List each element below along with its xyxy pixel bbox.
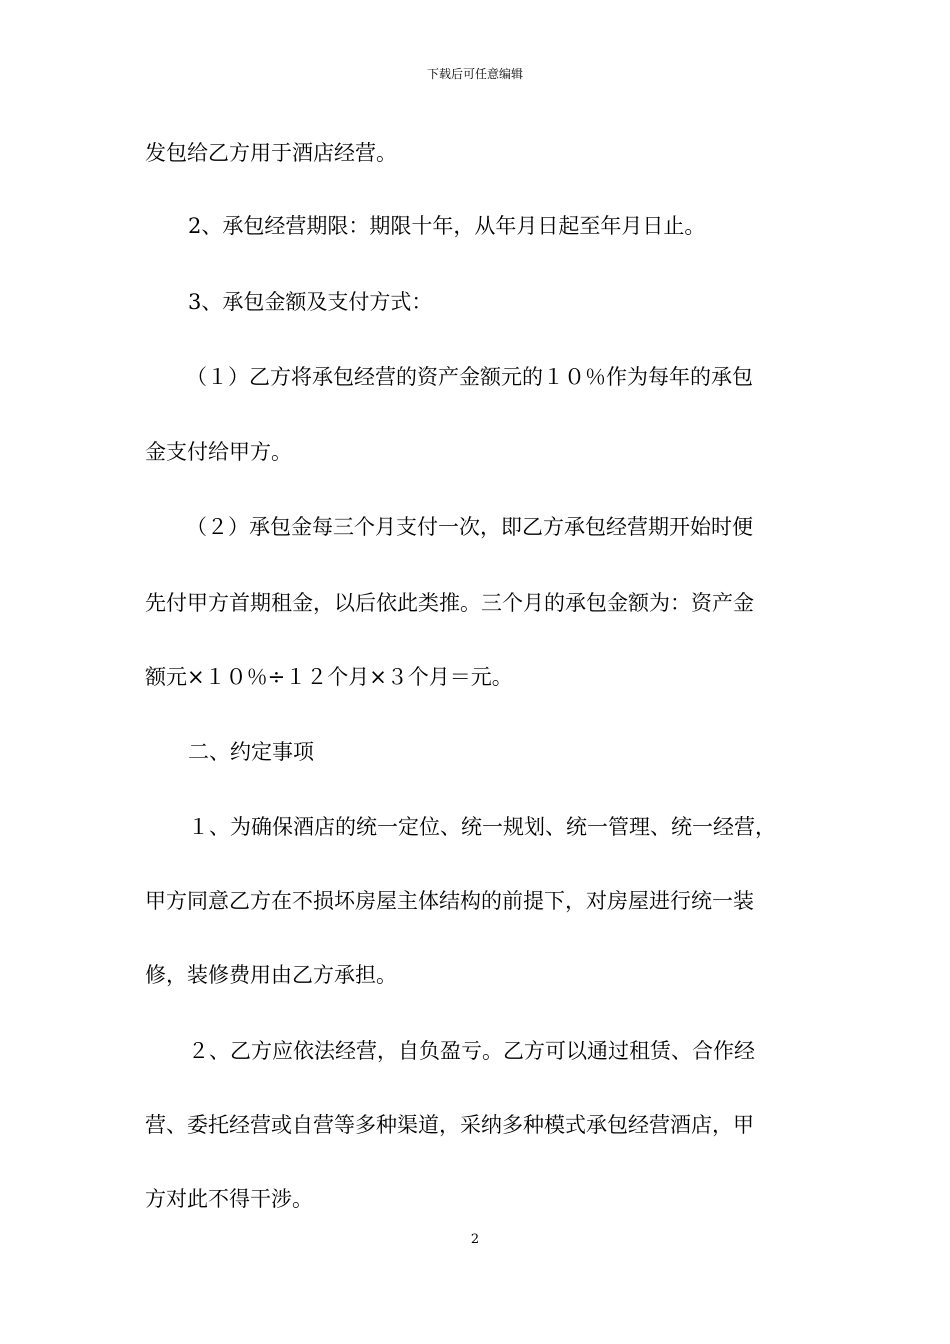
body-line: （２）承包金每三个月支付一次，即乙方承包经营期开始时便 — [186, 515, 753, 539]
body-line: 营、委托经营或自营等多种渠道，采纳多种模式承包经营酒店，甲 — [145, 1113, 754, 1137]
body-line: 发包给乙方用于酒店经营。 — [145, 141, 397, 165]
body-line: 3、承包金额及支付方式： — [188, 290, 433, 314]
body-line: 甲方同意乙方在不损坏房屋主体结构的前提下，对房屋进行统一装 — [145, 889, 754, 913]
body-line: 修，装修费用由乙方承担。 — [145, 963, 397, 987]
body-line: 金支付给甲方。 — [145, 440, 292, 464]
body-line: １、为确保酒店的统一定位、统一规划、统一管理、统一经营， — [188, 815, 776, 839]
body-line: 2、承包经营期限：期限十年，从年月日起至年月日止。 — [188, 214, 706, 238]
body-line: 先付甲方首期租金，以后依此类推。三个月的承包金额为：资产金 — [145, 591, 754, 615]
page-number: 2 — [470, 1232, 480, 1247]
body-line: 额元×１０％÷１２个月×３个月＝元。 — [145, 665, 513, 689]
body-line: （１）乙方将承包经营的资产金额元的１０％作为每年的承包 — [186, 365, 753, 389]
section-heading: 二、约定事项 — [188, 740, 314, 764]
body-line: ２、乙方应依法经营，自负盈亏。乙方可以通过租赁、合作经 — [188, 1039, 755, 1063]
body-line: 方对此不得干涉。 — [145, 1187, 313, 1211]
page-header: 下载后可任意编辑 — [426, 67, 523, 81]
